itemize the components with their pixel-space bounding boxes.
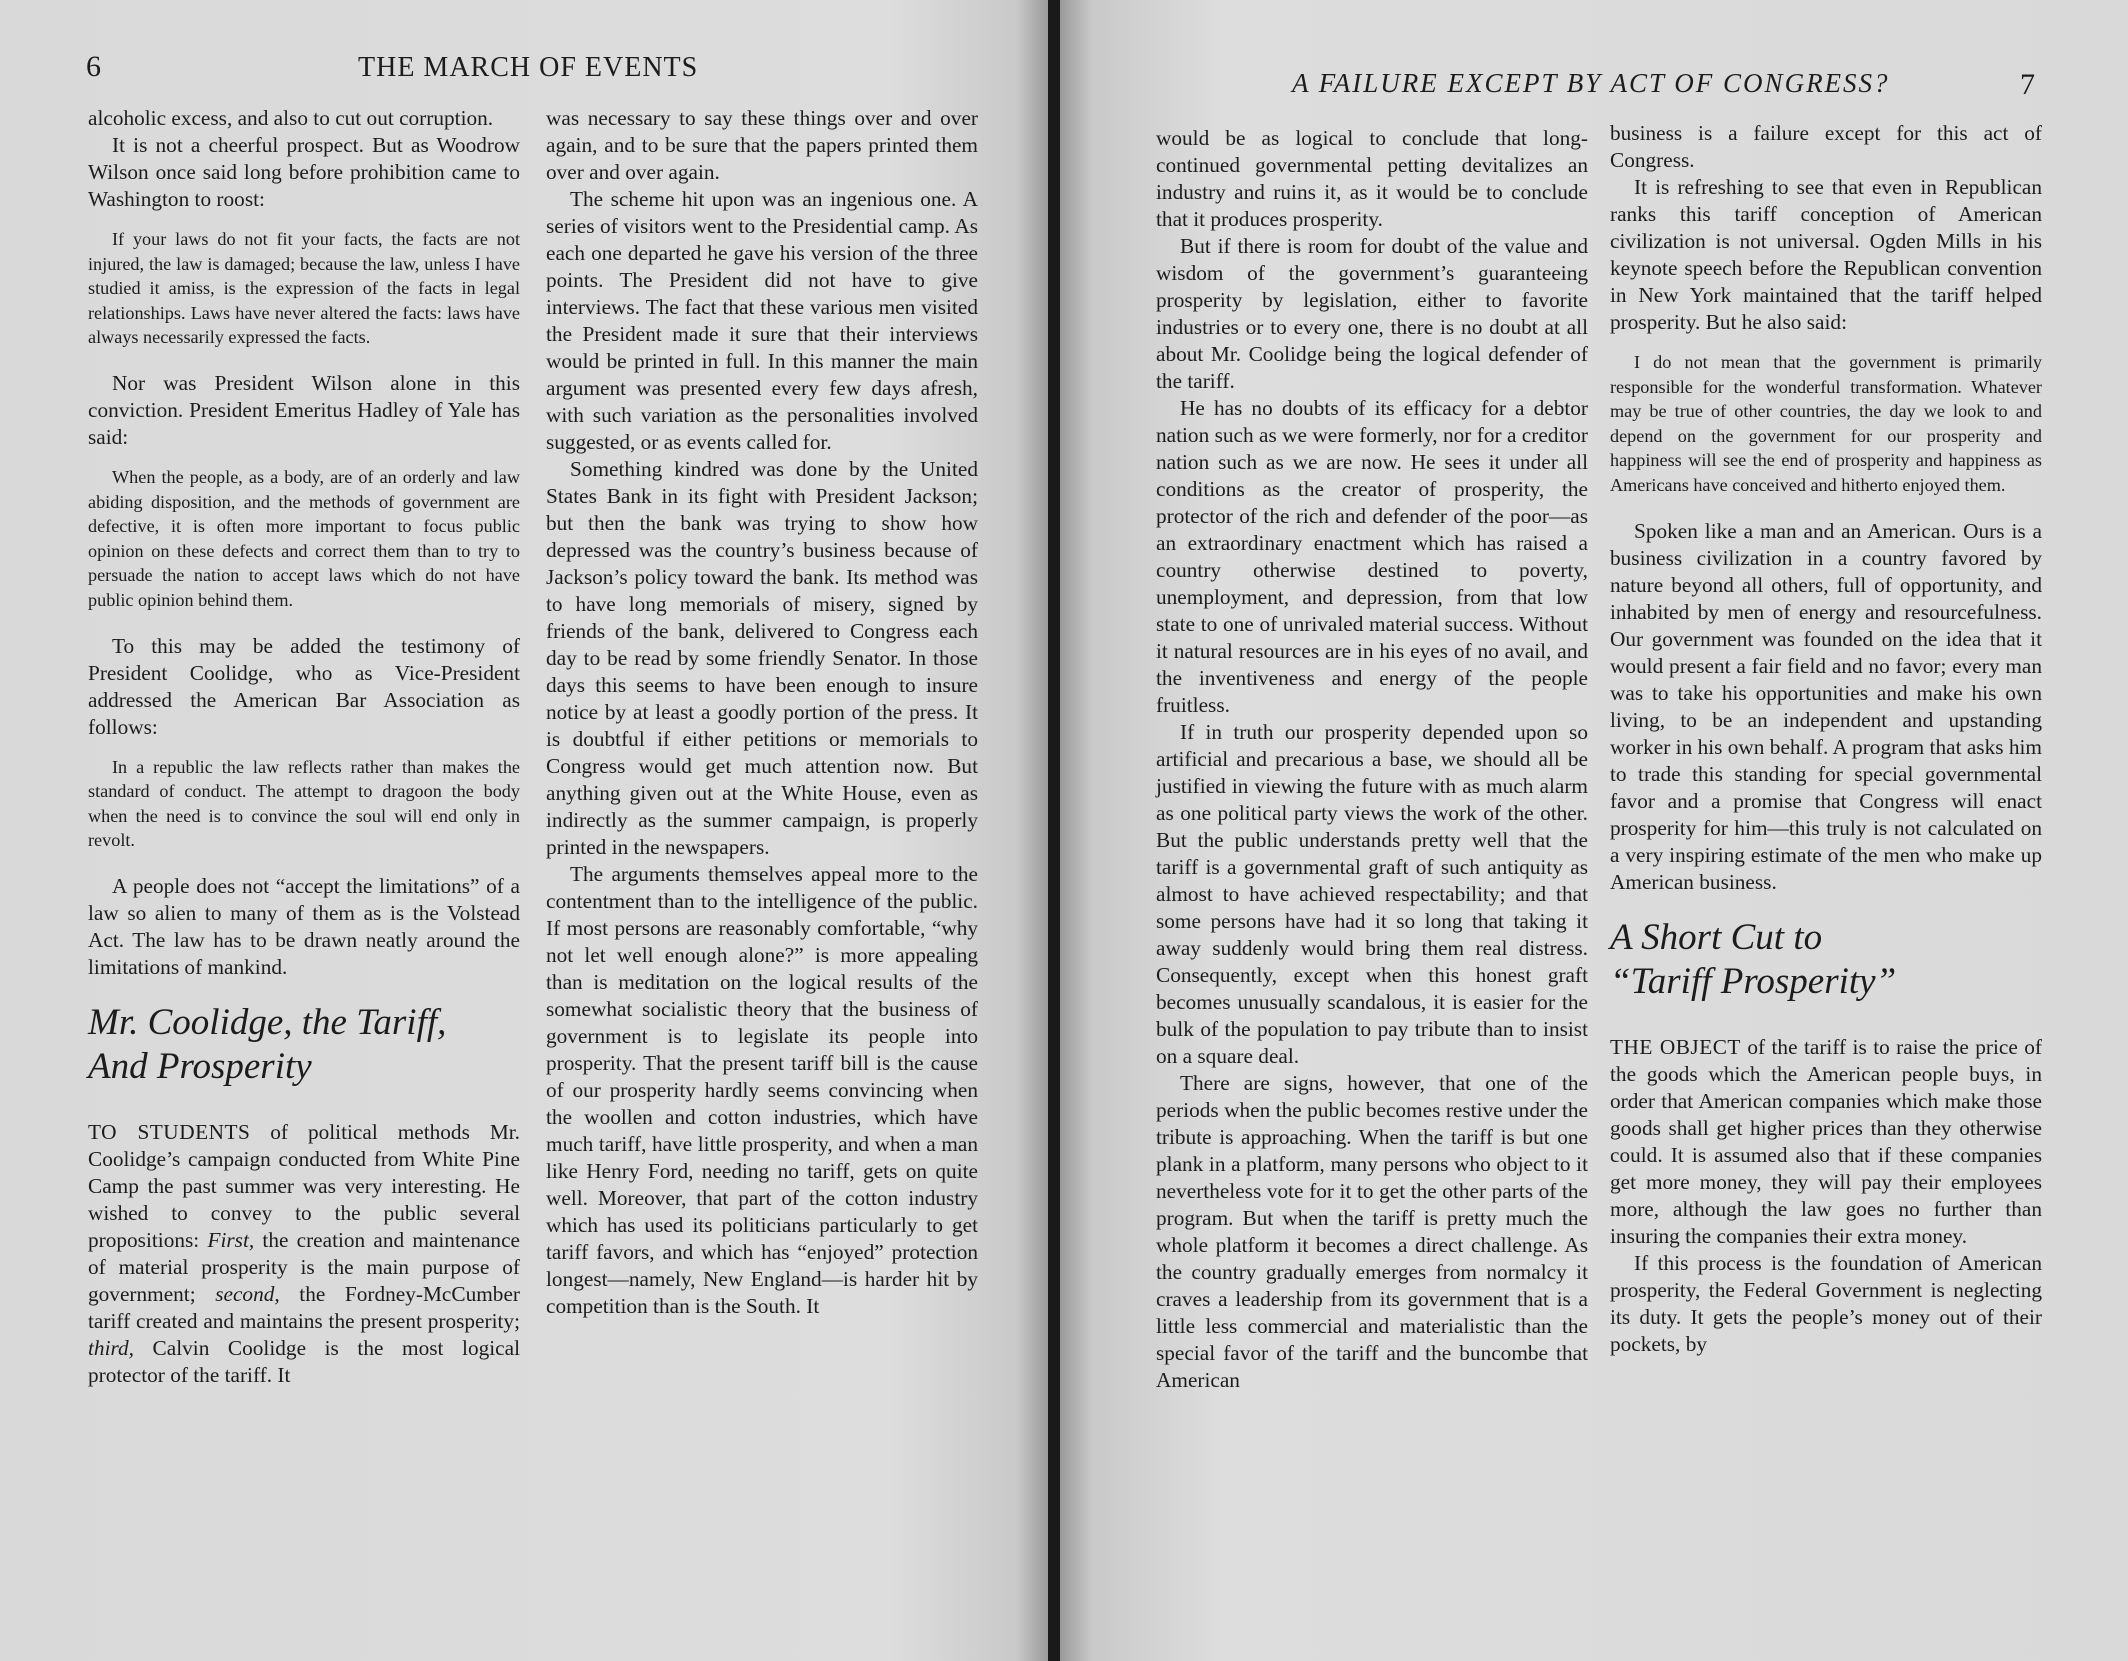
emphasis: second, — [215, 1281, 280, 1306]
paragraph: He has no doubts of its efficacy for a debtor nation such as we were formerly, nor for a creditor nation such as we are now. He sees it under all conditions as the creator of prosperity, the protector of the rich and defender of the poor—as an extraordinary enactment which has raised a country otherwise destined to poverty, unemployment, and depression, from that low state to one of unrivaled material success. Without it natural resources are in his eyes of no avail, and the inventiveness and energy of the people fruitless. — [1156, 396, 1588, 717]
section-title-line: “Tariff Prosperity” — [1610, 960, 1897, 1002]
section-title-line: And Prosperity — [88, 1045, 312, 1087]
page-number: 7 — [2020, 68, 2036, 101]
right-page — [1060, 0, 2128, 1661]
paragraph: The scheme hit upon was an ingenious one. A series of visitors went to the Presidential camp. As each one departed he gave his version of the three points. The President did not have to give interviews. The fact that these various men visited the President made it sure that their interviews would be printed in full. In this manner the main argument was presented every few days afresh, with such variation as the personalities involved suggested, or as events called for. — [546, 187, 978, 454]
paragraph: There are signs, however, that one of the periods when the public becomes restive under the tribute is approaching. When the tariff is but one plank in a platform, many persons who object to it nevertheless vote for it to get the other parts of the program. But when the tariff is pretty much the whole platform it becomes a direct challenge. As the country gradually emerges from normalcy it craves a leadership from its government that is a little less commercial and materialistic than the special favor of the tariff and the buncombe that American — [1156, 1071, 1588, 1392]
left-column-1 — [88, 105, 520, 1389]
running-head: THE MARCH OF EVENTS — [358, 52, 699, 83]
emphasis: third, — [88, 1335, 134, 1360]
paragraph: The arguments themselves appeal more to the contentment than to the intelligence of the public. If most persons are reasonably comfortable, “why not let well enough alone?” is more appealing than is meditation on the logical results of the somewhat socialistic theory that the business of government is to legislate its people into prosperity. That the present tariff bill is the cause of our prosperity hardly seems convincing when the woollen and cotton industries, which have much tariff, have little prosperity, and when a man like Henry Ford, needing no tariff, gets on quite well. Moreover, that part of the cotton industry which has used its politicians particularly to get tariff favors, and which has “enjoyed” protection longest—namely, New England—is harder hit by competition than is the South. It — [546, 862, 978, 1318]
paragraph: It is not a cheerful prospect. But as Woodrow Wilson once said long before prohibition came to Washington to roost: — [88, 133, 520, 211]
paragraph — [88, 1119, 520, 1389]
paragraph — [1610, 1034, 2042, 1250]
book-gutter — [1048, 0, 1060, 1661]
paragraph: alcoholic excess, and also to cut out corruption. — [88, 106, 494, 130]
text-run: of the tariff is to raise the price of the goods which the American people buys, in order that American companies which make those goods shall get higher prices than they otherwise could. It is assumed also that if these companies get more money, they will pay their employees more, although the law goes no further than insuring the companies their extra money. — [1610, 1034, 2042, 1248]
right-column-1 — [1156, 125, 1588, 1394]
left-page — [0, 0, 1048, 1661]
block-quote: When the people, as a body, are of an orderly and law abiding disposition, and the methods of government are defective, it is often more important to focus public opinion on these defects and correct them than to try to persuade the nation to accept laws which do not have public opinion behind them. — [88, 466, 520, 610]
paragraph: If this process is the foundation of American prosperity, the Federal Government is neglecting its duty. It gets the people’s money out of their pockets, by — [1610, 1250, 2042, 1356]
paragraph: A people does not “accept the limitations” of a law so alien to many of them as is the Volstead Act. The law has to be drawn neatly around the limitations of mankind. — [88, 873, 520, 979]
lead-in-text: TO STUDENTS — [88, 1119, 251, 1144]
section-title — [88, 1001, 520, 1089]
paragraph: To this may be added the testimony of President Coolidge, who as Vice-President addressed the American Bar Association as follows: — [88, 633, 520, 739]
block-quote: In a republic the law reflects rather than makes the standard of conduct. The attempt to dragoon the body when the need is to convince the soul will end only in revolt. — [88, 756, 520, 851]
paragraph: If in truth our prosperity depended upon so artificial and precarious a base, we should all be justified in viewing the future with as much alarm as one political party views the work of the other. But the public understands pretty well that the tariff is a governmental graft of such antiquity as almost to have achieved respectability; and that some persons have had it so long that taking it away suddenly would bring them real distress. Consequently, except when this honest graft becomes unusually scandalous, it is easier for the bulk of the population to pay tribute than to insist on a square deal. — [1156, 720, 1588, 1068]
running-head: A FAILURE EXCEPT BY ACT OF CONGRESS? — [1292, 68, 1890, 98]
paragraph: Nor was President Wilson alone in this conviction. President Emeritus Hadley of Yale has said: — [88, 370, 520, 449]
emphasis: First, — [207, 1227, 255, 1252]
paragraph: was necessary to say these things over and over again, and to be sure that the papers printed them over and over again. — [546, 106, 978, 184]
paragraph: Something kindred was done by the United States Bank in its fight with President Jackson; but then the bank was trying to show how depressed was the country’s business because of Jackson’s policy toward the bank. Its method was to have long memorials of misery, signed by friends of the bank, delivered to Congress each day to be read by some friendly Senator. In those days this seems to have been enough to insure notice by at least a goodly portion of the press. It is doubtful if either petitions or memorials to Congress would get much attention now. But anything given out at the White House, even as indirectly as the summer campaign, is properly printed in the newspapers. — [546, 457, 978, 859]
page-number: 6 — [86, 50, 102, 83]
section-title-line: A Short Cut to — [1610, 916, 1823, 958]
left-column-2 — [546, 105, 978, 1320]
right-column-2 — [1610, 120, 2042, 1358]
paragraph: would be as logical to conclude that long-continued governmental petting devitalizes an industry and ruins it, as it would be to conclude that it produces prosperity. — [1156, 126, 1588, 231]
paragraph: Spoken like a man and an American. Ours is a business civilization in a country favored by nature beyond all others, full of opportunity, and inhabited by men of energy and resourcefulness. Our government was founded on the idea that it would present a fair field and no favor; every man was to take his opportunities and make his own living, to be an independent and upstanding worker in his own behalf. A program that asks him to trade this standing for special governmental favor and a promise that Congress will enact prosperity for him—this truly is not calculated on a very inspiring estimate of the men who make up American business. — [1610, 518, 2042, 894]
block-quote: I do not mean that the government is primarily responsible for the wonderful transformation. Whatever may be true of other countries, the day we look to and depend on the government for our prosperity and happiness will see the end of prosperity and happiness as Americans have conceived and hitherto enjoyed them. — [1610, 352, 2042, 495]
lead-in-text: THE OBJECT — [1610, 1034, 1741, 1059]
paragraph: But if there is room for doubt of the value and wisdom of the government’s guaranteeing prosperity by legislation, either to favorite industries or to every one, there is no doubt at all about Mr. Coolidge being the logical defender of the tariff. — [1156, 234, 1588, 393]
paragraph: It is refreshing to see that even in Republican ranks this tariff conception of American civilization is not universal. Ogden Mills in his keynote speech before the Republican convention in New York maintained that the tariff helped prosperity. But he also said: — [1610, 175, 2042, 334]
paragraph: business is a failure except for this act of Congress. — [1610, 121, 2042, 172]
block-quote: If your laws do not fit your facts, the facts are not injured, the law is damaged; because the law, unless I have studied it amiss, is the expression of the facts in legal relationships. Laws have never altered the facts: laws have always necessarily expressed the facts. — [88, 229, 520, 348]
section-title — [1610, 916, 2042, 1004]
text-run: the creation and maintenance of material prosperity is the main purpose of government; — [88, 1227, 520, 1306]
section-title-line: Mr. Coolidge, the Tariff, — [88, 1001, 447, 1043]
text-run: the Fordney-McCumber tariff created and maintains the present prosperity; — [88, 1281, 520, 1333]
text-run: of political methods Mr. Coolidge’s campaign conducted from White Pine Camp the past summer was very interesting. He wished to convey to the public several propositions: — [88, 1119, 520, 1252]
text-run: Calvin Coolidge is the most logical protector of the tariff. It — [88, 1335, 520, 1387]
